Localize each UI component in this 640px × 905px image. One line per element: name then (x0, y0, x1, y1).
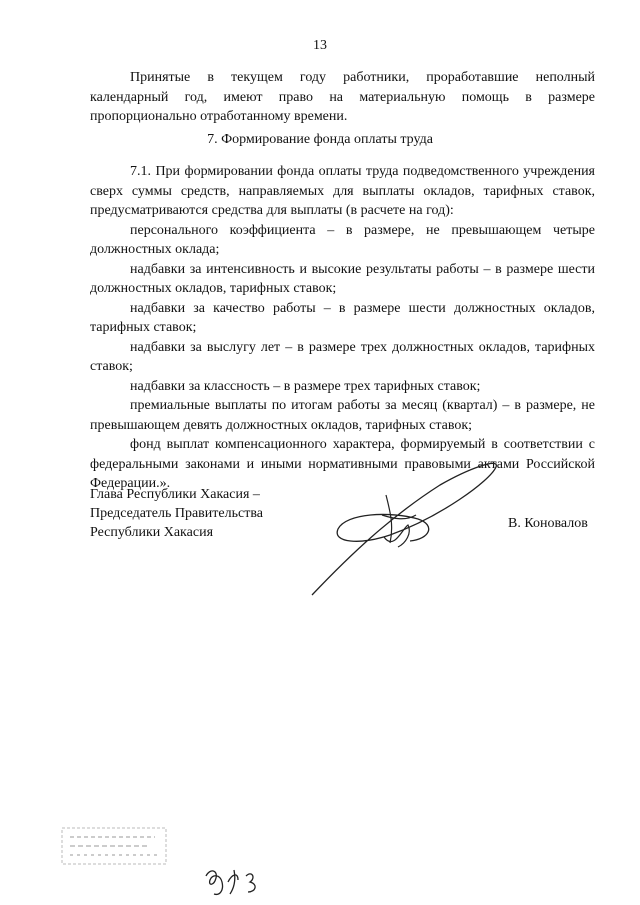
paragraph: персонального коэффициента – в размере, не превышающем четыре должностных оклада; (90, 222, 595, 257)
paragraph: премиальные выплаты по итогам работы за месяц (квартал) – в размере, не превышающем девять должностных окладов, тарифных ставок; (90, 398, 595, 433)
section-body (90, 162, 595, 494)
paragraph: надбавки за классность – в размере трех тарифных ставок; (130, 378, 481, 394)
paragraph: фонд выплат компенсационного характера, формируемый в соответствии с федеральными законами и иными нормативными правовыми актами Российской Федерации.». (90, 437, 595, 491)
signatory-title-line: Глава Республики Хакасия – (90, 487, 260, 502)
intro-block (90, 68, 595, 127)
signatory-name: В. Коновалов (508, 516, 588, 531)
paragraph: надбавки за качество работы – в размере шести должностных окладов, тарифных ставок; (90, 300, 595, 335)
signatory-title-line: Председатель Правительства (90, 506, 263, 521)
signatory-title-line: Республики Хакасия (90, 525, 214, 540)
handwritten-signature (290, 455, 520, 605)
paragraph: надбавки за выслугу лет – в размере трех должностных окладов, тарифных ставок; (90, 339, 595, 374)
signatory-title (90, 485, 263, 542)
intro-paragraph: Принятые в текущем году работники, проработавшие неполный календарный год, имеют право на материальную помощь в размере пропорционально отработанному времени. (90, 70, 595, 124)
paragraph: 7.1. При формировании фонда оплаты труда подведомственного учреждения сверх суммы средств, направляемых для выплаты окладов, тарифных ставок, предусматриваются средства для выплаты (в расчете на год): (90, 164, 595, 218)
page-number: 13 (313, 38, 327, 53)
paragraph: надбавки за интенсивность и высокие результаты работы – в размере шести должностных окладов, тарифных ставок; (90, 261, 595, 296)
faded-stamp (60, 825, 170, 867)
section-heading: 7. Формирование фонда оплаты труда (207, 132, 433, 147)
handwritten-initials (200, 862, 270, 898)
